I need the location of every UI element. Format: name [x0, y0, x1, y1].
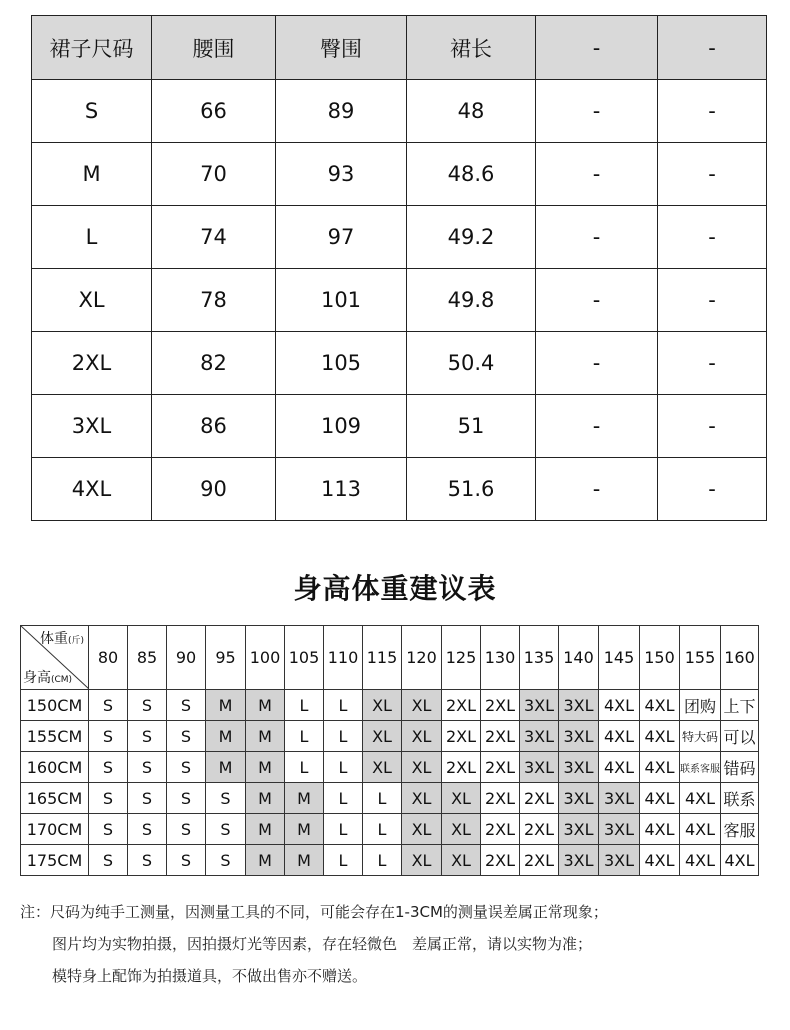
weight-header-cell: 120: [402, 626, 442, 690]
size-recommendation-cell: 3XL: [520, 721, 559, 752]
size-recommendation-cell: M: [246, 721, 285, 752]
size-recommendation-cell: M: [285, 814, 324, 845]
size-recommendation-cell: 客服: [721, 814, 759, 845]
size-recommendation-cell: 特大码: [680, 721, 721, 752]
size-recommendation-cell: M: [246, 783, 285, 814]
size-recommendation-cell: S: [89, 721, 128, 752]
size-recommendation-cell: 3XL: [520, 752, 559, 783]
size-recommendation-cell: 4XL: [640, 721, 680, 752]
size-recommendation-cell: M: [246, 690, 285, 721]
size-label-cell: XL: [32, 269, 152, 332]
size-value-cell: 105: [276, 332, 407, 395]
size-recommendation-cell: 2XL: [481, 721, 520, 752]
weight-header-cell: 100: [246, 626, 285, 690]
size-recommendation-cell: 4XL: [599, 721, 640, 752]
size-label-cell: M: [32, 143, 152, 206]
size-recommendation-cell: S: [167, 721, 206, 752]
height-label-cell: 150CM: [21, 690, 89, 721]
size-label-cell: 4XL: [32, 458, 152, 521]
size-recommendation-cell: 4XL: [640, 752, 680, 783]
weight-header-cell: 145: [599, 626, 640, 690]
size-value-cell: 70: [152, 143, 276, 206]
size-recommendation-cell: L: [324, 814, 363, 845]
size-value-cell: 82: [152, 332, 276, 395]
size-table-header-cell: 腰围: [152, 16, 276, 80]
size-recommendation-cell: M: [206, 721, 246, 752]
weight-header-cell: 95: [206, 626, 246, 690]
size-recommendation-cell: XL: [442, 845, 481, 876]
size-recommendation-cell: 4XL: [680, 783, 721, 814]
size-recommendation-cell: 联系: [721, 783, 759, 814]
size-recommendation-cell: M: [206, 690, 246, 721]
skirt-size-table: [31, 15, 767, 521]
size-recommendation-cell: L: [324, 845, 363, 876]
size-recommendation-cell: L: [324, 752, 363, 783]
height-unit: (CM): [51, 675, 73, 685]
size-value-cell: -: [658, 80, 767, 143]
size-recommendation-cell: 2XL: [520, 783, 559, 814]
height-row: [21, 783, 759, 814]
size-table-row: [32, 332, 767, 395]
size-recommendation-cell: 2XL: [481, 845, 520, 876]
size-value-cell: 50.4: [407, 332, 536, 395]
size-recommendation-cell: M: [246, 814, 285, 845]
size-recommendation-cell: 4XL: [680, 814, 721, 845]
weight-header-cell: 130: [481, 626, 520, 690]
size-recommendation-cell: 3XL: [599, 783, 640, 814]
size-recommendation-cell: S: [128, 690, 167, 721]
size-recommendation-cell: L: [285, 721, 324, 752]
size-value-cell: 66: [152, 80, 276, 143]
size-recommendation-cell: 2XL: [481, 783, 520, 814]
height-row: [21, 721, 759, 752]
height-label-cell: 155CM: [21, 721, 89, 752]
weight-header-cell: 160: [721, 626, 759, 690]
size-label-cell: 3XL: [32, 395, 152, 458]
weight-unit: (斤): [67, 636, 84, 646]
size-recommendation-cell: S: [167, 814, 206, 845]
size-value-cell: 49.2: [407, 206, 536, 269]
size-recommendation-cell: 2XL: [481, 690, 520, 721]
size-value-cell: -: [536, 395, 658, 458]
size-recommendation-cell: 2XL: [442, 752, 481, 783]
size-table-row: [32, 458, 767, 521]
size-recommendation-cell: 4XL: [640, 783, 680, 814]
height-row: [21, 814, 759, 845]
size-recommendation-cell: L: [285, 752, 324, 783]
size-recommendation-cell: 3XL: [559, 783, 599, 814]
size-recommendation-cell: S: [167, 783, 206, 814]
size-recommendation-cell: L: [324, 721, 363, 752]
size-recommendation-cell: 2XL: [520, 814, 559, 845]
size-recommendation-cell: 联系客服: [680, 752, 721, 783]
size-recommendation-cell: S: [128, 721, 167, 752]
size-label-cell: S: [32, 80, 152, 143]
size-recommendation-cell: 3XL: [599, 845, 640, 876]
height-weight-table-body: [21, 626, 759, 876]
size-recommendation-cell: S: [89, 752, 128, 783]
weight-header-cell: 85: [128, 626, 167, 690]
size-value-cell: 109: [276, 395, 407, 458]
size-recommendation-cell: 4XL: [599, 690, 640, 721]
size-value-cell: 51: [407, 395, 536, 458]
size-table-row: [32, 269, 767, 332]
size-value-cell: 90: [152, 458, 276, 521]
size-recommendation-cell: 4XL: [721, 845, 759, 876]
size-recommendation-cell: L: [324, 783, 363, 814]
size-recommendation-cell: XL: [442, 814, 481, 845]
size-table-row: [32, 80, 767, 143]
size-table-header-row: [32, 16, 767, 80]
size-recommendation-cell: 可以: [721, 721, 759, 752]
size-recommendation-cell: L: [363, 814, 402, 845]
size-table-row: [32, 395, 767, 458]
size-recommendation-cell: 2XL: [442, 690, 481, 721]
size-recommendation-cell: L: [285, 690, 324, 721]
size-value-cell: -: [658, 395, 767, 458]
weight-header-cell: 155: [680, 626, 721, 690]
corner-diagonal: [21, 626, 88, 689]
size-recommendation-cell: XL: [402, 783, 442, 814]
size-recommendation-cell: XL: [363, 690, 402, 721]
size-value-cell: -: [658, 458, 767, 521]
weight-header-row: [21, 626, 759, 690]
size-recommendation-cell: M: [246, 845, 285, 876]
size-recommendation-cell: XL: [402, 752, 442, 783]
size-value-cell: 93: [276, 143, 407, 206]
size-recommendation-cell: S: [128, 845, 167, 876]
size-value-cell: -: [658, 206, 767, 269]
size-value-cell: 86: [152, 395, 276, 458]
size-recommendation-cell: XL: [363, 721, 402, 752]
height-label-cell: 175CM: [21, 845, 89, 876]
size-table-header-cell: 裙长: [407, 16, 536, 80]
size-table-header-cell: 裙子尺码: [32, 16, 152, 80]
size-table-header-cell: -: [658, 16, 767, 80]
size-recommendation-cell: S: [167, 845, 206, 876]
size-recommendation-cell: 2XL: [481, 814, 520, 845]
weight-label: 体重: [39, 631, 68, 647]
size-table-header-cell: -: [536, 16, 658, 80]
size-recommendation-cell: M: [285, 845, 324, 876]
size-recommendation-cell: L: [363, 845, 402, 876]
size-recommendation-cell: 2XL: [520, 845, 559, 876]
size-value-cell: 89: [276, 80, 407, 143]
size-recommendation-cell: S: [89, 845, 128, 876]
height-row: [21, 690, 759, 721]
size-recommendation-cell: 3XL: [559, 814, 599, 845]
weight-header-cell: 115: [363, 626, 402, 690]
size-value-cell: 113: [276, 458, 407, 521]
section-title: 身高体重建议表: [293, 572, 497, 605]
weight-header-cell: 125: [442, 626, 481, 690]
size-recommendation-cell: XL: [363, 752, 402, 783]
size-value-cell: -: [536, 458, 658, 521]
height-axis-label: [23, 667, 72, 687]
height-row: [21, 845, 759, 876]
weight-header-cell: 135: [520, 626, 559, 690]
weight-axis-label: [40, 628, 84, 648]
size-recommendation-cell: 4XL: [680, 845, 721, 876]
size-recommendation-cell: 3XL: [559, 690, 599, 721]
size-value-cell: 51.6: [407, 458, 536, 521]
size-recommendation-cell: 3XL: [559, 845, 599, 876]
height-row: [21, 752, 759, 783]
weight-header-cell: 80: [89, 626, 128, 690]
size-recommendation-cell: S: [167, 690, 206, 721]
size-recommendation-cell: S: [128, 783, 167, 814]
size-value-cell: -: [536, 143, 658, 206]
size-value-cell: -: [536, 80, 658, 143]
corner-cell: [21, 626, 89, 690]
size-value-cell: -: [536, 269, 658, 332]
size-recommendation-cell: 3XL: [599, 814, 640, 845]
size-recommendation-cell: XL: [402, 814, 442, 845]
size-recommendation-cell: 3XL: [520, 690, 559, 721]
size-recommendation-cell: M: [285, 783, 324, 814]
size-recommendation-cell: S: [89, 814, 128, 845]
size-recommendation-cell: 3XL: [559, 721, 599, 752]
size-table-row: [32, 206, 767, 269]
height-label-cell: 160CM: [21, 752, 89, 783]
height-weight-table: [20, 625, 759, 876]
size-recommendation-cell: 4XL: [599, 752, 640, 783]
size-table-header-cell: 臀围: [276, 16, 407, 80]
size-table-row: [32, 143, 767, 206]
weight-header-cell: 105: [285, 626, 324, 690]
size-label-cell: 2XL: [32, 332, 152, 395]
size-recommendation-cell: 团购: [680, 690, 721, 721]
skirt-size-table-body: [32, 16, 767, 521]
size-recommendation-cell: 2XL: [481, 752, 520, 783]
size-recommendation-cell: S: [206, 814, 246, 845]
size-label-cell: L: [32, 206, 152, 269]
size-value-cell: 78: [152, 269, 276, 332]
note-line: 模特身上配饰为拍摄道具，不做出售亦不赠送。: [52, 967, 368, 985]
size-recommendation-cell: XL: [402, 845, 442, 876]
size-value-cell: -: [536, 332, 658, 395]
size-recommendation-cell: M: [246, 752, 285, 783]
size-recommendation-cell: 4XL: [640, 845, 680, 876]
size-recommendation-cell: 上下: [721, 690, 759, 721]
size-recommendation-cell: S: [206, 783, 246, 814]
height-label-cell: 170CM: [21, 814, 89, 845]
size-recommendation-cell: XL: [402, 690, 442, 721]
size-value-cell: -: [658, 143, 767, 206]
weight-header-cell: 90: [167, 626, 206, 690]
size-recommendation-cell: 3XL: [559, 752, 599, 783]
size-recommendation-cell: 2XL: [442, 721, 481, 752]
size-recommendation-cell: S: [206, 845, 246, 876]
size-recommendation-cell: S: [128, 752, 167, 783]
size-value-cell: 74: [152, 206, 276, 269]
height-label-cell: 165CM: [21, 783, 89, 814]
size-recommendation-cell: L: [363, 783, 402, 814]
size-value-cell: -: [658, 332, 767, 395]
size-recommendation-cell: XL: [402, 721, 442, 752]
note-line: 注：尺码为纯手工测量，因测量工具的不同，可能会存在1-3CM的测量误差属正常现象；: [20, 903, 608, 921]
weight-header-cell: 110: [324, 626, 363, 690]
size-value-cell: 49.8: [407, 269, 536, 332]
size-recommendation-cell: XL: [442, 783, 481, 814]
size-value-cell: 101: [276, 269, 407, 332]
size-recommendation-cell: S: [167, 752, 206, 783]
note-line: 图片均为实物拍摄，因拍摄灯光等因素，存在轻微色 差属正常，请以实物为准；: [52, 935, 593, 953]
size-value-cell: 48.6: [407, 143, 536, 206]
notes: [20, 896, 608, 992]
size-recommendation-cell: M: [206, 752, 246, 783]
size-recommendation-cell: 4XL: [640, 814, 680, 845]
size-recommendation-cell: 4XL: [640, 690, 680, 721]
size-recommendation-cell: S: [89, 783, 128, 814]
size-value-cell: -: [658, 269, 767, 332]
size-recommendation-cell: S: [89, 690, 128, 721]
size-value-cell: 48: [407, 80, 536, 143]
size-recommendation-cell: 错码: [721, 752, 759, 783]
weight-header-cell: 140: [559, 626, 599, 690]
size-value-cell: -: [536, 206, 658, 269]
size-value-cell: 97: [276, 206, 407, 269]
size-recommendation-cell: L: [324, 690, 363, 721]
weight-header-cell: 150: [640, 626, 680, 690]
height-label: 身高: [23, 670, 51, 686]
size-recommendation-cell: S: [128, 814, 167, 845]
